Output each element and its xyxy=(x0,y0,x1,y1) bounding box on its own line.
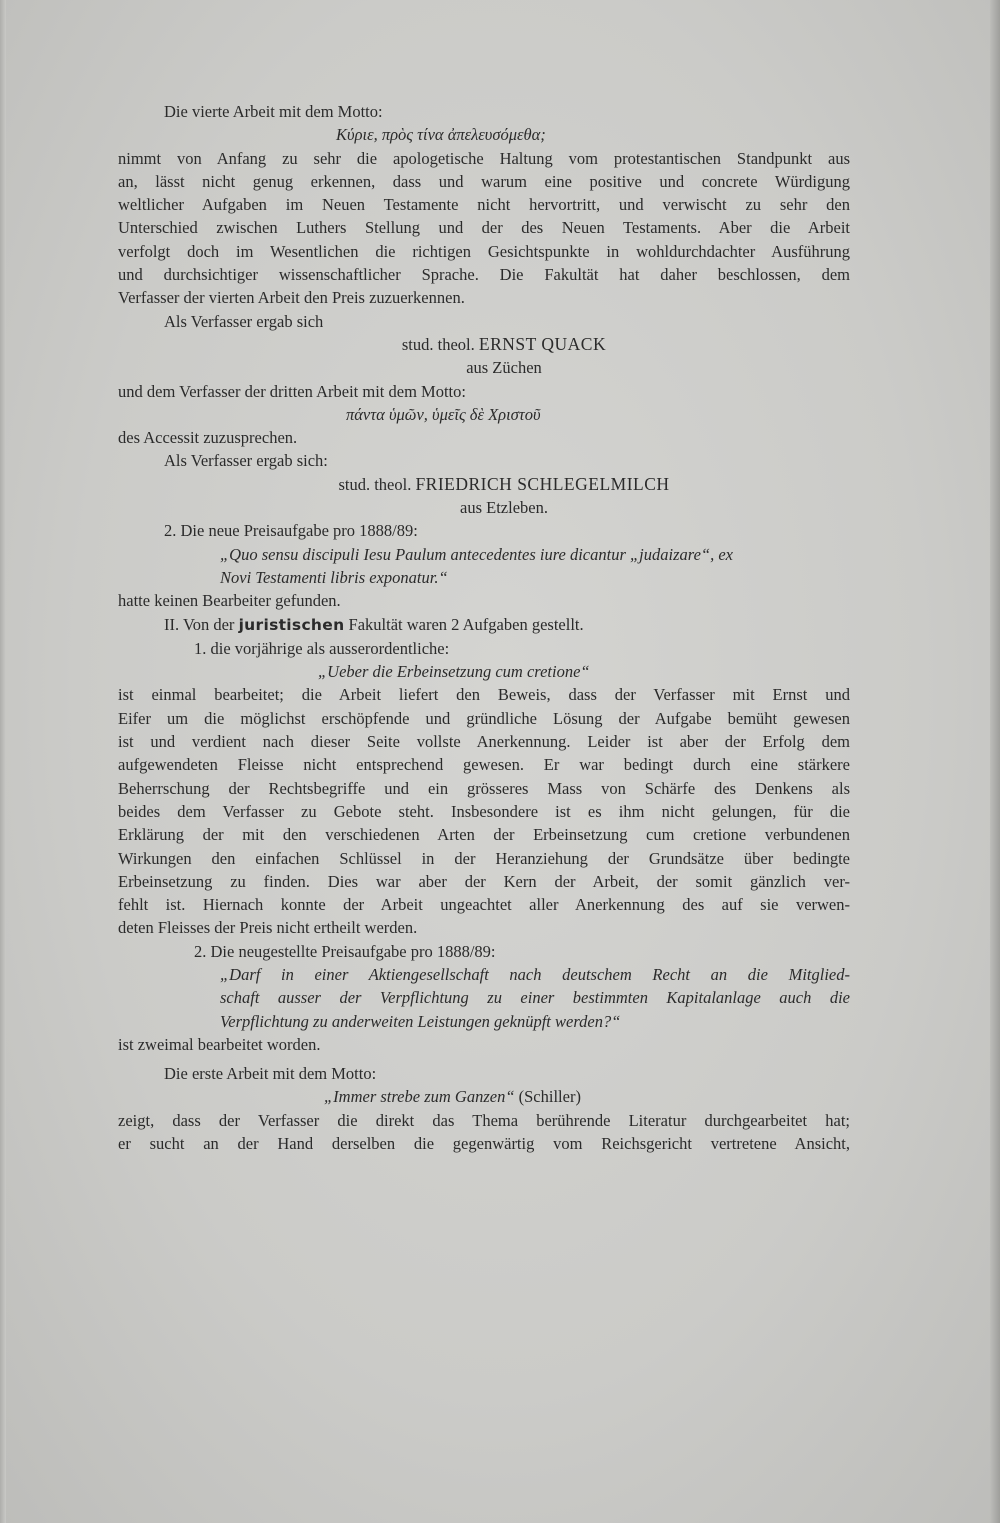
author-name-line xyxy=(118,333,850,356)
task-result: hatte keinen Bearbeiter gefunden. xyxy=(118,591,341,611)
text-line: beides dem Verfasser zu Gebote steht. Insbesondere ist es ihm nicht gelungen, für die xyxy=(118,801,850,821)
faculty-name: juristischen xyxy=(238,615,345,634)
text-line: deten Fleisses der Preis nicht ertheilt werden. xyxy=(118,918,418,938)
text-line: ist und verdient nach dieser Seite vollste Anerkennung. Leider ist aber der Erfolg dem xyxy=(118,732,850,752)
author-intro: Als Verfasser ergab sich xyxy=(164,311,324,331)
paragraph-intro: Die vierte Arbeit mit dem Motto: xyxy=(164,102,383,121)
task-quote: „Darf in einer Aktiengesellschaft nach deutschem Recht an die Mitglied- xyxy=(220,964,850,984)
latin-task-quote: Novi Testamenti libris exponatur.“ xyxy=(220,567,448,587)
document-body xyxy=(118,100,850,1155)
text-line: Erbeinsetzung zu finden. Dies war aber der Kern der Arbeit, der somit gänzlich ver- xyxy=(118,871,850,891)
author-origin: aus Etzleben. xyxy=(460,498,548,518)
task-quote: schaft ausser der Verpflichtung zu einer bestimmten Kapitalanlage auch die xyxy=(220,988,850,1008)
first-work-motto-line xyxy=(118,1085,850,1108)
text-line: er sucht an der Hand derselben die gegenwärtig vom Reichsgericht vertretene Ansicht, xyxy=(118,1134,850,1154)
author-title: stud. theol. xyxy=(401,334,475,354)
text-line: Unterschied zwischen Luthers Stellung und der des Neuen Testaments. Aber die Arbeit xyxy=(118,218,850,238)
text-line: zeigt, dass der Verfasser die direkt das Thema berührende Literatur durchgearbeitet hat; xyxy=(118,1110,850,1130)
accessit-line: des Accessit zuzusprechen. xyxy=(118,428,298,448)
text-line: nimmt von Anfang zu sehr die apologetische Haltung vom protestantischen Standpunkt aus xyxy=(118,148,850,168)
task-heading: 2. Die neugestellte Preisaufgabe pro 1888/89: xyxy=(194,941,496,961)
task-heading: 1. die vorjährige als ausserordentliche: xyxy=(194,638,450,658)
task-heading: 2. Die neue Preisaufgabe pro 1888/89: xyxy=(164,521,418,541)
text-line: Eifer um die möglichst erschöpfende und gründliche Lösung der Aufgabe bemüht gewesen xyxy=(118,708,850,728)
section-heading-II xyxy=(118,613,850,637)
author-intro: Als Verfasser ergab sich: xyxy=(164,451,328,471)
first-work-motto: „Immer strebe zum Ganzen“ xyxy=(324,1087,515,1107)
text-line: an, lässt nicht genug erkennen, dass und warum eine positive und concrete Würdigung xyxy=(118,171,850,191)
text-line: fehlt ist. Hiernach konnte der Arbeit ungeachtet aller Anerkennung des auf sie verwen- xyxy=(118,895,850,915)
text-line: verfolgt doch im Wesentlichen die richtigen Gesichtspunkte in wohldurchdachter Ausführung xyxy=(118,241,850,261)
text-line: weltlicher Aufgaben im Neuen Testamente nicht hervortritt, und verwischt zu sehr den xyxy=(118,195,850,215)
latin-task-quote: „Quo sensu discipuli Iesu Paulum antecedentes iure dicantur „judaizare“, ex xyxy=(220,544,733,564)
text-line: Erklärung der mit den verschiedenen Arten der Erbeinsetzung cum cretione verbundenen xyxy=(118,825,850,845)
author-title: stud. theol. xyxy=(338,474,412,494)
task-quote: Verpflichtung zu anderweiten Leistungen geknüpft werden?“ xyxy=(220,1011,621,1031)
author-name-line xyxy=(118,473,850,496)
task-title: „Ueber die Erbeinsetzung cum cretione“ xyxy=(318,662,590,682)
third-work-intro: und dem Verfasser der dritten Arbeit mit dem Motto: xyxy=(118,381,466,401)
section-number: II. Von der xyxy=(164,614,235,634)
greek-motto-2: πάντα ὑμῶν, ὑμεῖς δὲ Χριστοῦ xyxy=(346,404,541,424)
author-name: ERNST QUACK xyxy=(478,333,607,354)
motto-source: (Schiller) xyxy=(518,1087,581,1107)
author-origin: aus Züchen xyxy=(466,358,542,378)
task-result: ist zweimal bearbeitet worden. xyxy=(118,1034,321,1054)
text-line: Wirkungen den einfachen Schlüssel in der Heranziehung der Grundsätze über bedingte xyxy=(118,848,850,868)
section-rest: Fakultät waren 2 Aufgaben gestellt. xyxy=(348,614,584,634)
page-right-edge xyxy=(990,0,1000,1523)
greek-motto: Κύριε, πρὸς τίνα ἀπελευσόμεθα; xyxy=(336,125,546,145)
text-line: aufgewendeten Fleisse nicht entsprechend gewesen. Er war bedingt durch eine stärkere xyxy=(118,755,850,775)
text-line: ist einmal bearbeitet; die Arbeit liefert den Beweis, dass der Verfasser mit Ernst und xyxy=(118,685,850,705)
page-left-edge xyxy=(0,0,6,1523)
text-line: Beherrschung der Rechtsbegriffe und ein grösseres Mass von Schärfe des Denkens als xyxy=(118,778,850,798)
author-name: FRIEDRICH SCHLEGELMILCH xyxy=(415,473,670,494)
text-line: Verfasser der vierten Arbeit den Preis zuzuerkennen. xyxy=(118,288,465,308)
first-work-intro: Die erste Arbeit mit dem Motto: xyxy=(164,1064,377,1084)
text-line: und durchsichtiger wissenschaftlicher Sprache. Die Fakultät hat daher beschlossen, dem xyxy=(118,265,850,285)
